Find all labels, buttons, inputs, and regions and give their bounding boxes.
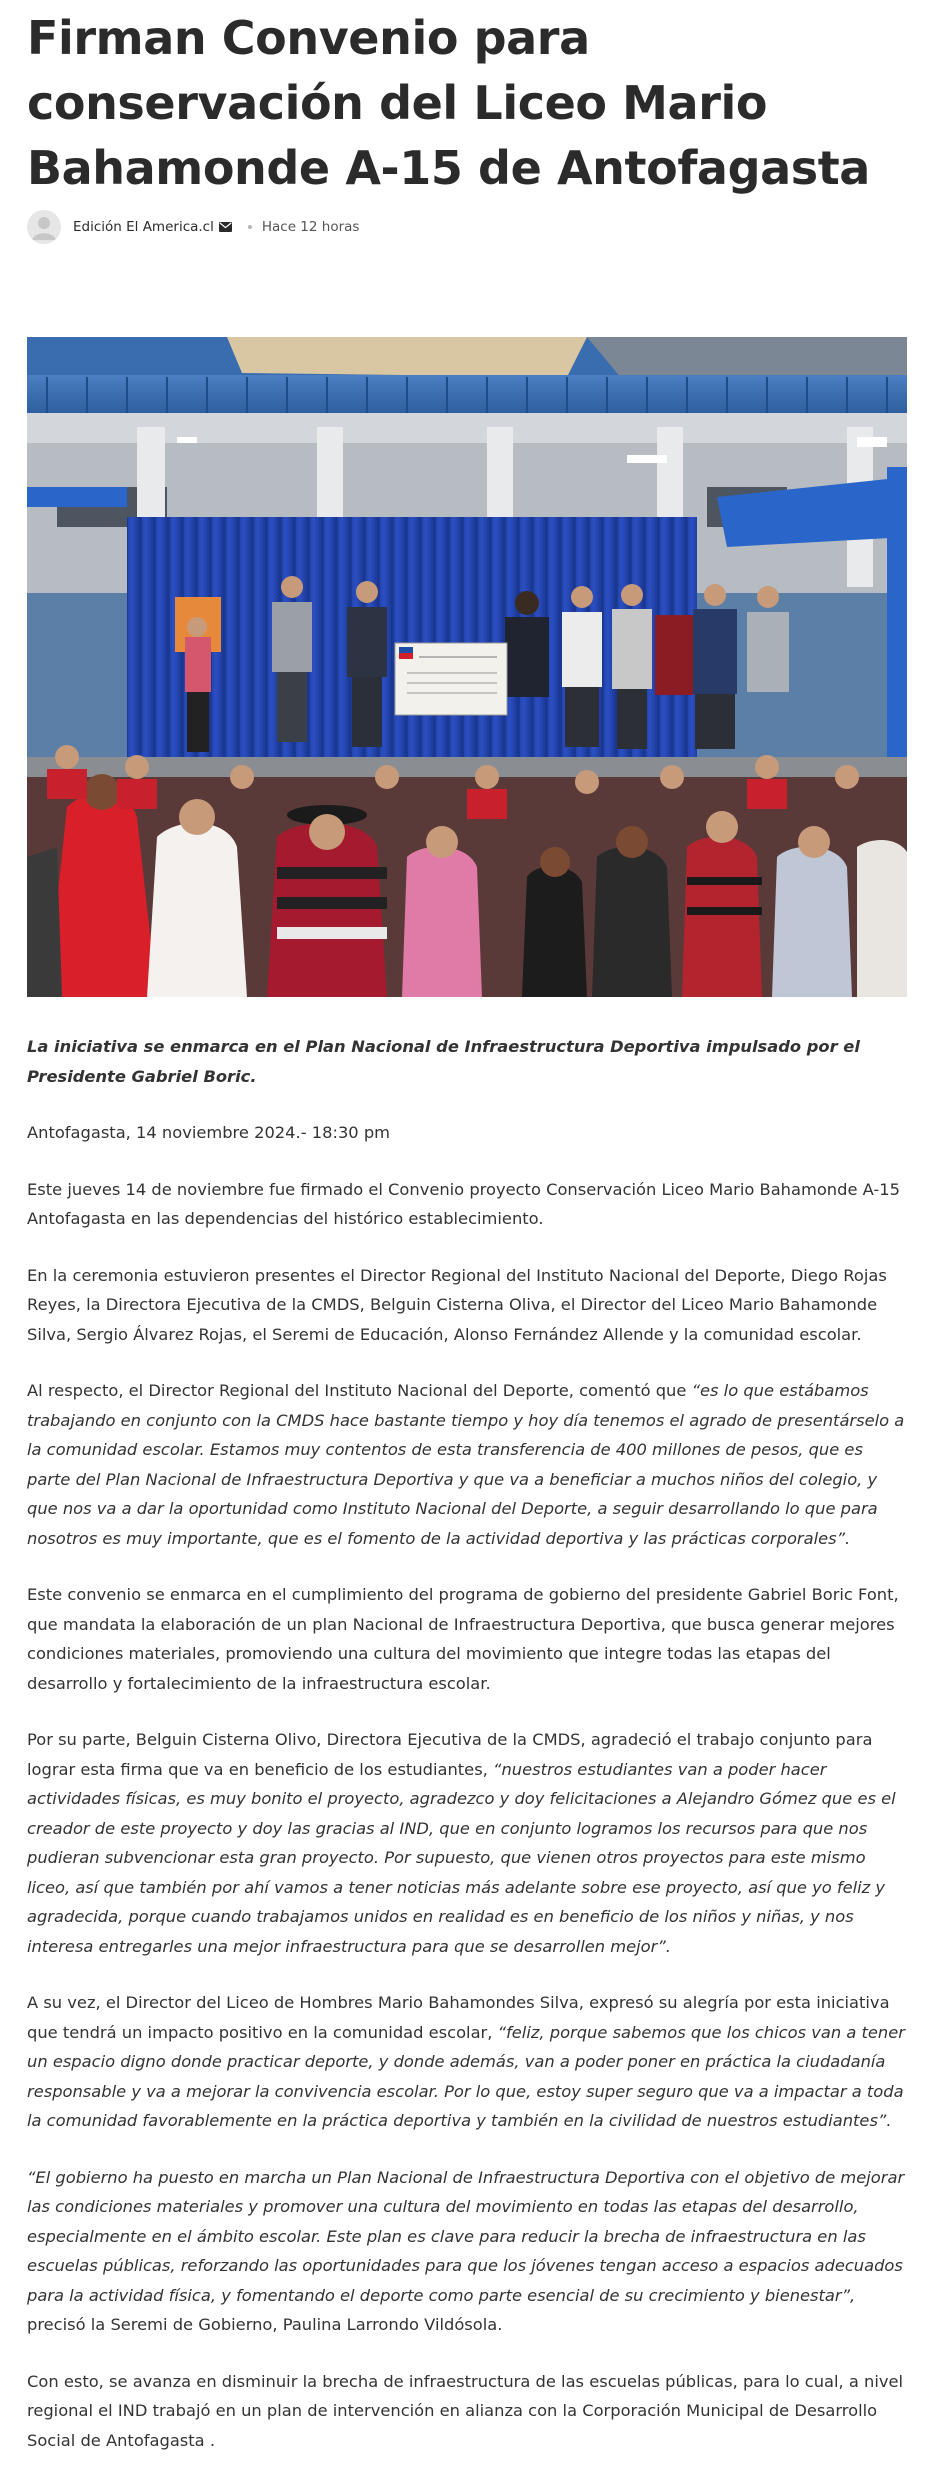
paragraph-7-outro: precisó la Seremi de Gobierno, Paulina Larrondo Vildósola. [27,2315,503,2334]
author-avatar[interactable] [27,210,61,244]
envelope-icon[interactable] [219,222,232,232]
article-meta [27,210,359,244]
publish-time: Hace 12 horas [261,219,360,235]
user-avatar-icon [27,210,61,244]
paragraph-7 [27,2163,907,2340]
paragraph-3-quote: “es lo que estábamos trabajando en conjunto con la CMDS hace bastante tiempo y hoy día tenemos el agrado de presentárselo a la comunidad escolar. Estamos muy contentos de esta transferencia de 400 millones de pesos, que es parte del Plan Nacional de Infraestructura Deportiva y que va a beneficiar a muchos niños del colegio, y que nos va a dar la oportunidad como Instituto Nacional del Deporte, a seguir desarrollando lo que para nosotros es muy importante, que es el fomento de la actividad deportiva y las prácticas corporales”. [27,1381,905,1548]
paragraph-3-intro: Al respecto, el Director Regional del Instituto Nacional del Deporte, comentó que [27,1381,692,1400]
paragraph-6 [27,1988,907,2136]
article-lead: La iniciativa se enmarca en el Plan Nacional de Infraestructura Deportiva impulsado por el Presidente Gabriel Boric. [27,1037,860,1086]
paragraph-4: Este convenio se enmarca en el cumplimiento del programa de gobierno del presidente Gabriel Boric Font, que mandata la elaboración de un plan Nacional de Infraestructura Deportiva, que busca generar mejores condiciones materiales, promoviendo una cultura del movimiento que integre todas las etapas del desarrollo y fortalecimiento de la infraestructura escolar. [27,1585,899,1693]
paragraph-5-intro: Por su parte, Belguin Cisterna Olivo, Directora Ejecutiva de la CMDS, agradeció el trabajo conjunto para lograr esta firma que va en beneficio de los estudiantes, [27,1730,873,1779]
paragraph-5 [27,1725,907,1961]
author-name[interactable]: Edición El America.cl [73,219,214,235]
article-photo[interactable] [27,337,907,997]
article-dateline: Antofagasta, 14 noviembre 2024.- 18:30 pm [27,1123,391,1142]
paragraph-8: Con esto, se avanza en disminuir la brecha de infraestructura de las escuelas públicas, para lo cual, a nivel regional el IND trabajó en un plan de intervención en alianza con la Corporación Municipal de Desarrollo Social de Antofagasta . [27,2371,904,2450]
paragraph-2: En la ceremonia estuvieron presentes el Director Regional del Instituto Nacional del Deporte, Diego Rojas Reyes, la Directora Ejecutiva de la CMDS, Belguin Cisterna Oliva, el Director del Liceo Mario Bahamonde Silva, Sergio Álvarez Rojas, el Seremi de Educación, Alonso Fernández Allende y la comunidad escolar. [27,1265,887,1344]
paragraph-3 [27,1376,907,1553]
paragraph-7-quote: “El gobierno ha puesto en marcha un Plan Nacional de Infraestructura Deportiva con el objetivo de mejorar las condiciones materiales y promover una cultura del movimiento en todas las etapas del desarrollo, especialmente en el ámbito escolar. Este plan es clave para reducir la brecha de infraestructura en las escuelas públicas, reforzando las oportunidades para que los jóvenes tengan acceso a espacios adecuados para la actividad física, y fomentando el deporte como parte esencial de su crecimiento y bienestar”, [27,2167,905,2305]
article-body [27,1032,907,2482]
paragraph-1: Este jueves 14 de noviembre fue firmado el Convenio proyecto Conservación Liceo Mario Bahamonde A-15 Antofagasta en las dependencias del histórico establecimiento. [27,1179,901,1228]
dot-separator [248,225,252,229]
paragraph-5-quote: “nuestros estudiantes van a poder hacer actividades físicas, es muy bonito el proyecto, agradezco y doy felicitaciones a Alejandro Gómez que es el creador de este proyecto y doy las gracias al IND, que en conjunto logramos los recursos para que nos pudieran subvencionar esta gran proyecto. Por supuesto, que vienen otros proyectos para este mismo liceo, así que también por ahí vamos a tener noticias más adelante sobre ese proyecto, así que yo feliz y agradecida, porque cuando trabajamos unidos en realidad es en beneficio de los niños y niñas, y nos interesa entregarles una mejor infraestructura para que se desarrollen mejor”. [27,1759,896,1956]
paragraph-6-intro: A su vez, el Director del Liceo de Hombres Mario Bahamondes Silva, expresó su alegría por esta iniciativa que tendrá un impacto positivo en la comunidad escolar, [27,1993,890,2042]
article-title: Firman Convenio para conservación del Liceo Mario Bahamonde A-15 de Antofagasta [27,11,870,195]
paragraph-6-quote: “feliz, porque sabemos que los chicos van a tener un espacio digno donde practicar deporte, y donde además, van a poder poner en práctica la ciudadanía responsable y va a mejorar la convivencia escolar. Por lo que, estoy super seguro que va a impactar a toda la comunidad favorablemente en la práctica deportiva y también en la civilidad de nuestros estudiantes”. [27,2022,905,2130]
